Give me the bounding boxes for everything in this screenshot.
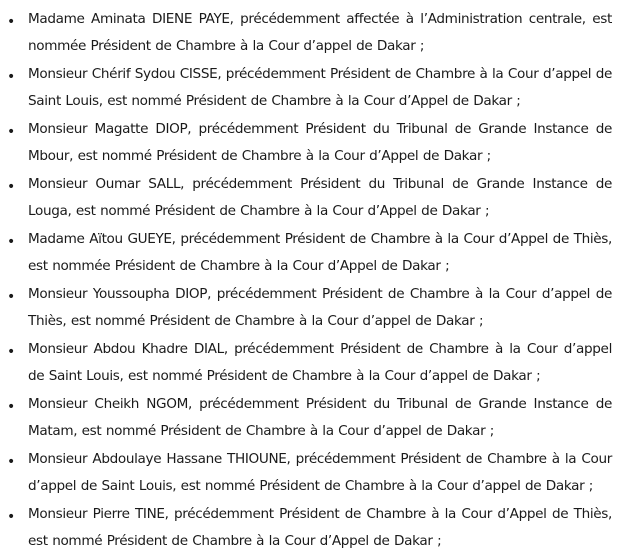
appointment-text: Monsieur Chérif Sydou CISSE, précédemment Président de Chambre à la Cour d’appel de Saint Louis, est nommé Président de Chambre à la Cour d’Appel de Dakar ; [28, 66, 612, 110]
appointment-text: Monsieur Abdou Khadre DIAL, précédemment Président de Chambre à la Cour d’appel de Saint Louis, est nommé Président de Chambre à la Cour d’appel de Dakar ; [28, 341, 612, 385]
appointment-text: Monsieur Pierre TINE, précédemment Président de Chambre à la Cour d’Appel de Thiès, est nommé Président de Chambre à la Cour d’Appel de Dakar ; [28, 506, 612, 550]
list-item [0, 171, 621, 226]
bullet-icon: • [7, 454, 16, 470]
appointment-list [0, 6, 621, 556]
list-item [0, 391, 621, 446]
list-item [0, 336, 621, 391]
appointment-text: Monsieur Cheikh NGOM, précédemment Président du Tribunal de Grande Instance de Matam, est nommé Président de Chambre à la Cour d’appel de Dakar ; [28, 396, 612, 440]
appointment-text: Monsieur Youssoupha DIOP, précédemment Président de Chambre à la Cour d’appel de Thiès, est nommé Président de Chambre à la Cour d’appel de Dakar ; [28, 286, 612, 330]
bullet-icon: • [7, 289, 16, 305]
bullet-icon: • [7, 509, 16, 525]
appointment-text: Madame Aminata DIENE PAYE, précédemment affectée à l’Administration centrale, est nommée Président de Chambre à la Cour d’appel de Dakar ; [28, 11, 612, 55]
appointment-text: Monsieur Oumar SALL, précédemment Président du Tribunal de Grande Instance de Louga, est nommé Président de Chambre à la Cour d’Appel de Dakar ; [28, 176, 612, 220]
list-item [0, 61, 621, 116]
bullet-icon: • [7, 69, 16, 85]
list-item [0, 6, 621, 61]
bullet-icon: • [7, 179, 16, 195]
bullet-icon: • [7, 14, 16, 30]
appointment-text: Madame Aïtou GUEYE, précédemment Président de Chambre à la Cour d’Appel de Thiès, est nommée Président de Chambre à la Cour d’Appel de Dakar ; [28, 231, 612, 275]
list-item [0, 226, 621, 281]
list-item [0, 116, 621, 171]
list-item [0, 501, 621, 556]
bullet-icon: • [7, 344, 16, 360]
appointment-text: Monsieur Abdoulaye Hassane THIOUNE, précédemment Président de Chambre à la Cour d’appel de Saint Louis, est nommé Président de Chambre à la Cour d’appel de Dakar ; [28, 451, 612, 495]
bullet-icon: • [7, 234, 16, 250]
bullet-icon: • [7, 124, 16, 140]
bullet-icon: • [7, 399, 16, 415]
appointment-text: Monsieur Magatte DIOP, précédemment Président du Tribunal de Grande Instance de Mbour, est nommé Président de Chambre à la Cour d’Appel de Dakar ; [28, 121, 612, 165]
list-item [0, 446, 621, 501]
list-item [0, 281, 621, 336]
